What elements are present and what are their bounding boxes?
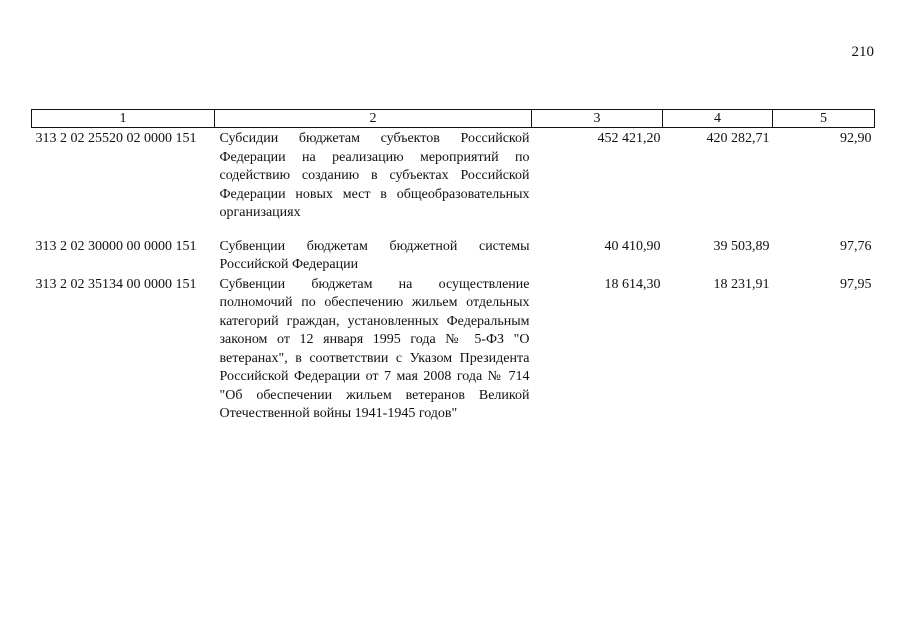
- table-row: [32, 238, 875, 276]
- table-header: [32, 110, 875, 128]
- column-header-4: 4: [663, 110, 773, 128]
- column-5-value: 97,76: [840, 238, 872, 254]
- column-header-5: 5: [773, 110, 875, 128]
- item-name-cell: Субсидии бюджетам субъектов Российской Федерации на реализацию мероприятий по содействию созданию в субъектах Российской Федерации новых мест в общеобразовательных организациях: [219, 131, 530, 220]
- column-4-value: 420 282,71: [706, 131, 770, 146]
- column-4-value: 39 503,89: [713, 238, 770, 254]
- item-name-cell: Субвенции бюджетам на осуществление полномочий по обеспечению жильем отдельных категорий граждан, установленных Федеральным законом от 12 января 1995 года № 5-ФЗ "О ветеранах", в соответствии с Указом Президента Российской Федерации от 7 мая 2008 года № 714 "Об обеспечении жильем ветеранов Великой Отечественной войны 1941-1945 годов": [219, 276, 530, 421]
- column-5-value: 92,90: [840, 131, 872, 146]
- page-number: 210: [851, 44, 874, 60]
- column-header-1: 1: [32, 110, 215, 128]
- budget-code-cell: 313 2 02 30000 00 0000 151: [35, 238, 197, 254]
- budget-table: [31, 109, 875, 424]
- column-header-2: 2: [215, 110, 532, 128]
- table-row: [32, 128, 875, 238]
- budget-code-cell: 313 2 02 35134 00 0000 151: [35, 276, 197, 292]
- item-name-cell: Субвенции бюджетам бюджетной системы Российской Федерации: [219, 238, 530, 272]
- column-4-value: 18 231,91: [713, 276, 770, 292]
- header-row: [32, 110, 875, 128]
- column-3-value: 18 614,30: [604, 276, 661, 292]
- column-3-value: 40 410,90: [604, 238, 661, 254]
- budget-code-cell: 313 2 02 25520 02 0000 151: [35, 131, 197, 146]
- table-body: [32, 128, 875, 424]
- column-5-value: 97,95: [840, 276, 872, 292]
- column-3-value: 452 421,20: [597, 131, 661, 146]
- column-header-3: 3: [532, 110, 663, 128]
- table-row: [32, 276, 875, 424]
